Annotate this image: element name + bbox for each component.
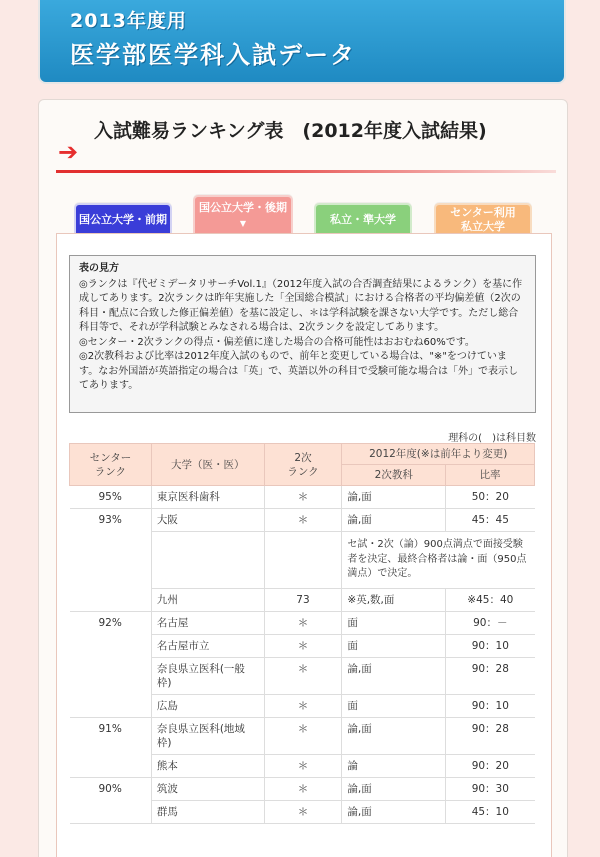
university-cell: 大阪 bbox=[151, 509, 264, 532]
table-row bbox=[70, 611, 535, 634]
center-rank-cell: 90% bbox=[70, 777, 152, 823]
subjects-cell: ※英,数,面 bbox=[342, 588, 446, 611]
subjects-cell: 論,面 bbox=[342, 800, 446, 823]
subjects-cell: 面 bbox=[342, 694, 446, 717]
legend-box bbox=[69, 255, 536, 413]
subjects-cell: 論,面 bbox=[342, 777, 446, 800]
second-rank-cell: ＊ bbox=[264, 800, 342, 823]
center-rank-cell: 93% bbox=[70, 509, 152, 612]
caret-down-icon: ▼ bbox=[239, 219, 247, 228]
science-note: 理科の( )は科目数 bbox=[448, 433, 536, 444]
legend-line: ◎センター・2次ランクの得点・偏差値に達した場合の合格可能性はおおむね60%です。 bbox=[79, 336, 475, 348]
university-cell: 筑波 bbox=[151, 777, 264, 800]
university-cell: 名古屋 bbox=[151, 611, 264, 634]
header-2012: 2012年度(※は前年より変更) bbox=[342, 444, 535, 465]
site-header bbox=[38, 0, 566, 84]
subjects-cell: 論,面 bbox=[342, 717, 446, 754]
university-cell: 九州 bbox=[151, 588, 264, 611]
second-rank-cell: ＊ bbox=[264, 754, 342, 777]
subjects-cell: 論,面 bbox=[342, 486, 446, 509]
second-rank-cell: ＊ bbox=[264, 611, 342, 634]
header-center-rank: センター ランク bbox=[70, 444, 152, 486]
header-title: 医学部医学科入試データ bbox=[70, 41, 356, 69]
remark-cell: セ試・2次（論）900点満点で面接受験者を決定、最終合格者は論・面（950点満点）で決定。 bbox=[342, 532, 535, 589]
header-ratio: 比率 bbox=[446, 465, 535, 486]
subjects-cell: 面 bbox=[342, 634, 446, 657]
header-subjects: 2次教科 bbox=[342, 465, 446, 486]
university-cell: 名古屋市立 bbox=[151, 634, 264, 657]
center-rank-cell: 91% bbox=[70, 717, 152, 777]
second-rank-cell: ＊ bbox=[264, 657, 342, 694]
ratio-cell: 45：45 bbox=[446, 509, 535, 532]
tab-national-first[interactable]: 国公立大学・前期 bbox=[74, 203, 172, 237]
subjects-cell: 論,面 bbox=[342, 509, 446, 532]
second-rank-cell: ＊ bbox=[264, 777, 342, 800]
legend-heading: 表の見方 bbox=[79, 263, 119, 274]
table-body bbox=[70, 486, 535, 824]
legend-line: ◎ランクは『代ゼミデータリサーチVol.1』（2012年度入試の合否調査結果によるランク）を基に作成してあります。2次ランクは昨年実施した「全国総合模試」における合格者の平均偏差値（2次の科目・配点に合致した修正偏差値）を基に設定し、＊は学科試験を課さない大学です。ただし総合科目等で、それが学科試験とみなされる場合は、2次ランクを設定してあります。 bbox=[79, 278, 523, 333]
legend-line: ◎2次教科および比率は2012年度入試のもので、前年と変更している場合は、"※"をつけています。なお外国語が英語指定の場合は「英」で、英語以外の科目で受験可能な場合は「外」で表示してあります。 bbox=[79, 351, 518, 391]
university-cell: 奈良県立医科(一般枠) bbox=[151, 657, 264, 694]
tab-private[interactable]: 私立・準大学 bbox=[314, 203, 412, 237]
university-cell: 奈良県立医科(地域枠) bbox=[151, 717, 264, 754]
subjects-cell: 論,面 bbox=[342, 657, 446, 694]
ratio-cell: 90：20 bbox=[446, 754, 535, 777]
ratio-cell: 50：20 bbox=[446, 486, 535, 509]
ratio-cell: 45：10 bbox=[446, 800, 535, 823]
table-row bbox=[70, 777, 535, 800]
ratio-cell: 90：10 bbox=[446, 634, 535, 657]
second-rank-cell: ＊ bbox=[264, 717, 342, 754]
ratio-cell: 90：10 bbox=[446, 694, 535, 717]
tab-national-second[interactable]: 国公立大学・後期 ▼ bbox=[193, 195, 293, 237]
ratio-cell: 90：30 bbox=[446, 777, 535, 800]
ratio-cell: 90：28 bbox=[446, 717, 535, 754]
tab-center-private[interactable]: センター利用 私立大学 bbox=[434, 203, 532, 237]
table-row bbox=[70, 717, 535, 754]
arrow-right-icon: ➔ bbox=[58, 138, 79, 166]
second-rank-cell: ＊ bbox=[264, 694, 342, 717]
subjects-cell: 論 bbox=[342, 754, 446, 777]
subjects-cell: 面 bbox=[342, 611, 446, 634]
header-year: 2013年度用 bbox=[70, 10, 187, 32]
section-title: 入試難易ランキング表 (2012年度入試結果) bbox=[94, 120, 487, 142]
ratio-cell: 90：28 bbox=[446, 657, 535, 694]
university-cell: 熊本 bbox=[151, 754, 264, 777]
second-rank-cell: ＊ bbox=[264, 509, 342, 532]
ratio-cell: 90：－ bbox=[446, 611, 535, 634]
second-rank-cell: ＊ bbox=[264, 486, 342, 509]
table-row bbox=[70, 509, 535, 532]
ranking-table bbox=[69, 443, 535, 824]
table-row bbox=[70, 486, 535, 509]
ratio-cell: ※45：40 bbox=[446, 588, 535, 611]
university-cell: 東京医科歯科 bbox=[151, 486, 264, 509]
header-second-rank: 2次 ランク bbox=[264, 444, 342, 486]
university-cell: 群馬 bbox=[151, 800, 264, 823]
second-rank-cell: 73 bbox=[264, 588, 342, 611]
center-rank-cell: 95% bbox=[70, 486, 152, 509]
second-rank-cell: ＊ bbox=[264, 634, 342, 657]
university-cell bbox=[151, 532, 264, 589]
header-university: 大学（医・医） bbox=[151, 444, 264, 486]
university-cell: 広島 bbox=[151, 694, 264, 717]
center-rank-cell: 92% bbox=[70, 611, 152, 717]
title-underline bbox=[56, 170, 556, 173]
second-rank-cell bbox=[264, 532, 342, 589]
